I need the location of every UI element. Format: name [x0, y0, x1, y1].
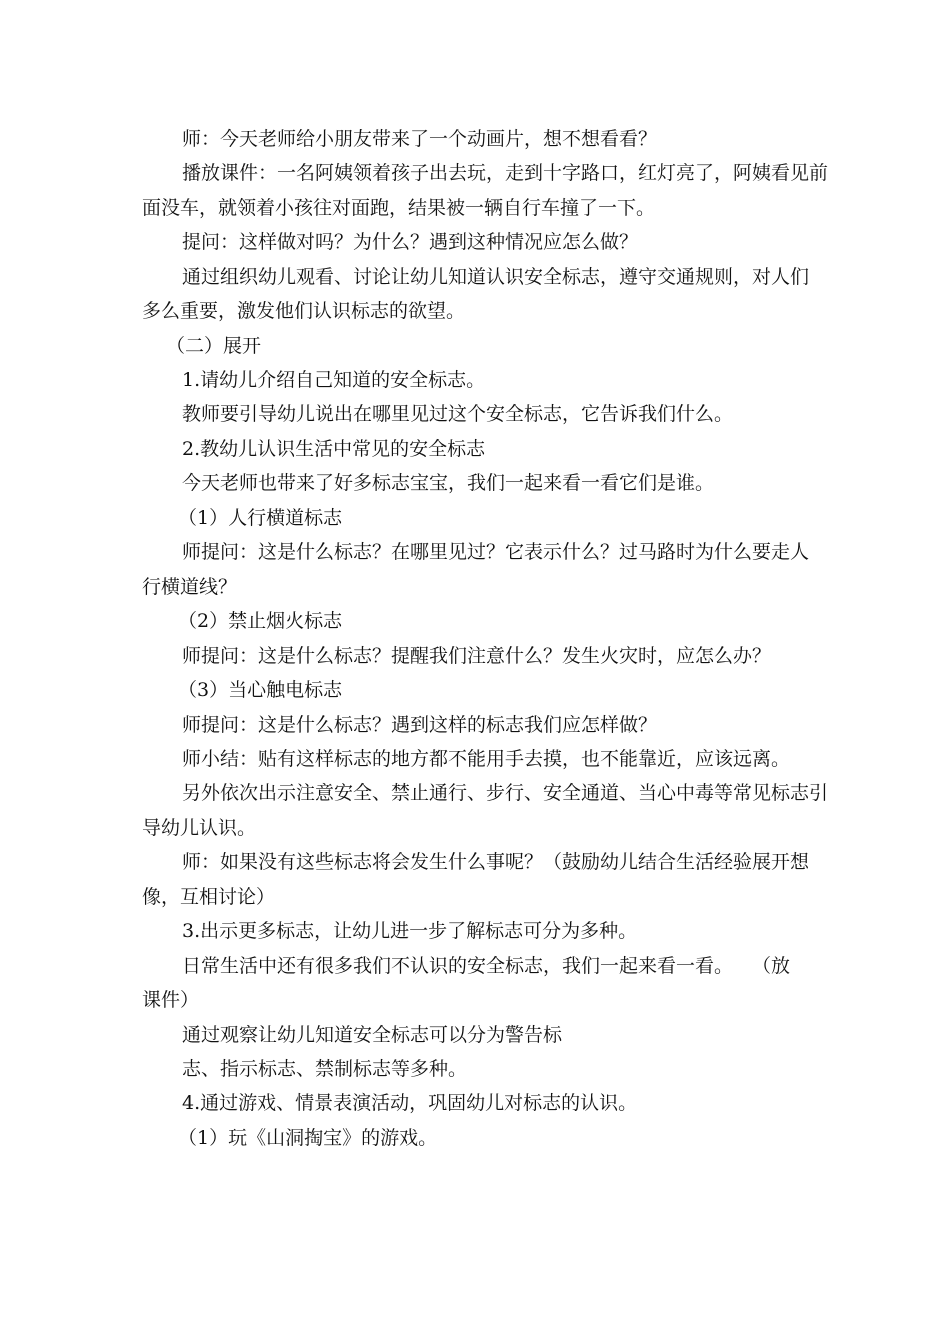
paragraph-line: 播放课件：一名阿姨领着孩子出去玩，走到十字路口，红灯亮了，阿姨看见前 [182, 162, 829, 184]
subsection-heading: （2）禁止烟火标志 [178, 610, 343, 632]
paragraph-line: 1.请幼儿介绍自己知道的安全标志。 [182, 369, 486, 391]
paragraph-line: 课件） [142, 989, 200, 1011]
paragraph-line: 行横道线？ [142, 576, 238, 598]
paragraph-line: 像，互相讨论） [142, 886, 276, 908]
paragraph-line: 导幼儿认识。 [142, 817, 257, 839]
paragraph-line: 3.出示更多标志，让幼儿进一步了解标志可分为多种。 [182, 920, 638, 942]
paragraph-line: 4.通过游戏、情景表演活动，巩固幼儿对标志的认识。 [182, 1092, 638, 1114]
paragraph-line: 教师要引导幼儿说出在哪里见过这个安全标志，它告诉我们什么。 [182, 403, 734, 425]
paragraph-line: 师提问：这是什么标志？在哪里见过？它表示什么？过马路时为什么要走人 [182, 541, 810, 563]
paragraph-line: 提问：这样做对吗？为什么？遇到这种情况应怎么做？ [182, 231, 639, 253]
paragraph-line: 今天老师也带来了好多标志宝宝，我们一起来看一看它们是谁。 [182, 472, 715, 494]
section-heading: （二）展开 [166, 335, 262, 357]
subsection-heading: （1）人行横道标志 [178, 507, 343, 529]
paragraph-line: 通过组织幼儿观看、讨论让幼儿知道认识安全标志，遵守交通规则，对人们 [182, 266, 810, 288]
paragraph-line: 师：今天老师给小朋友带来了一个动画片，想不想看看？ [182, 128, 658, 150]
paragraph-line: 日常生活中还有很多我们不认识的安全标志，我们一起来看一看。 （放 [182, 955, 791, 977]
paragraph-line: 面没车，就领着小孩往对面跑，结果被一辆自行车撞了一下。 [142, 197, 656, 219]
paragraph-line: 师提问：这是什么标志？遇到这样的标志我们应怎样做？ [182, 714, 658, 736]
paragraph-line: 2.教幼儿认识生活中常见的安全标志 [182, 438, 486, 460]
paragraph-line: 师提问：这是什么标志？提醒我们注意什么？发生火灾时，应怎么办？ [182, 645, 772, 667]
paragraph-line: 师小结：贴有这样标志的地方都不能用手去摸，也不能靠近，应该远离。 [182, 748, 791, 770]
paragraph-line: 通过观察让幼儿知道安全标志可以分为警告标 [182, 1024, 563, 1046]
paragraph-line: 另外依次出示注意安全、禁止通行、步行、安全通道、当心中毒等常见标志引 [182, 782, 829, 804]
subsection-heading: （3）当心触电标志 [178, 679, 343, 701]
paragraph-line: 师：如果没有这些标志将会发生什么事呢？（鼓励幼儿结合生活经验展开想 [182, 851, 810, 873]
paragraph-line: 志、指示标志、禁制标志等多种。 [182, 1058, 468, 1080]
subsection-heading: （1）玩《山洞掏宝》的游戏。 [178, 1127, 438, 1149]
paragraph-line: 多么重要，激发他们认识标志的欲望。 [142, 300, 466, 322]
